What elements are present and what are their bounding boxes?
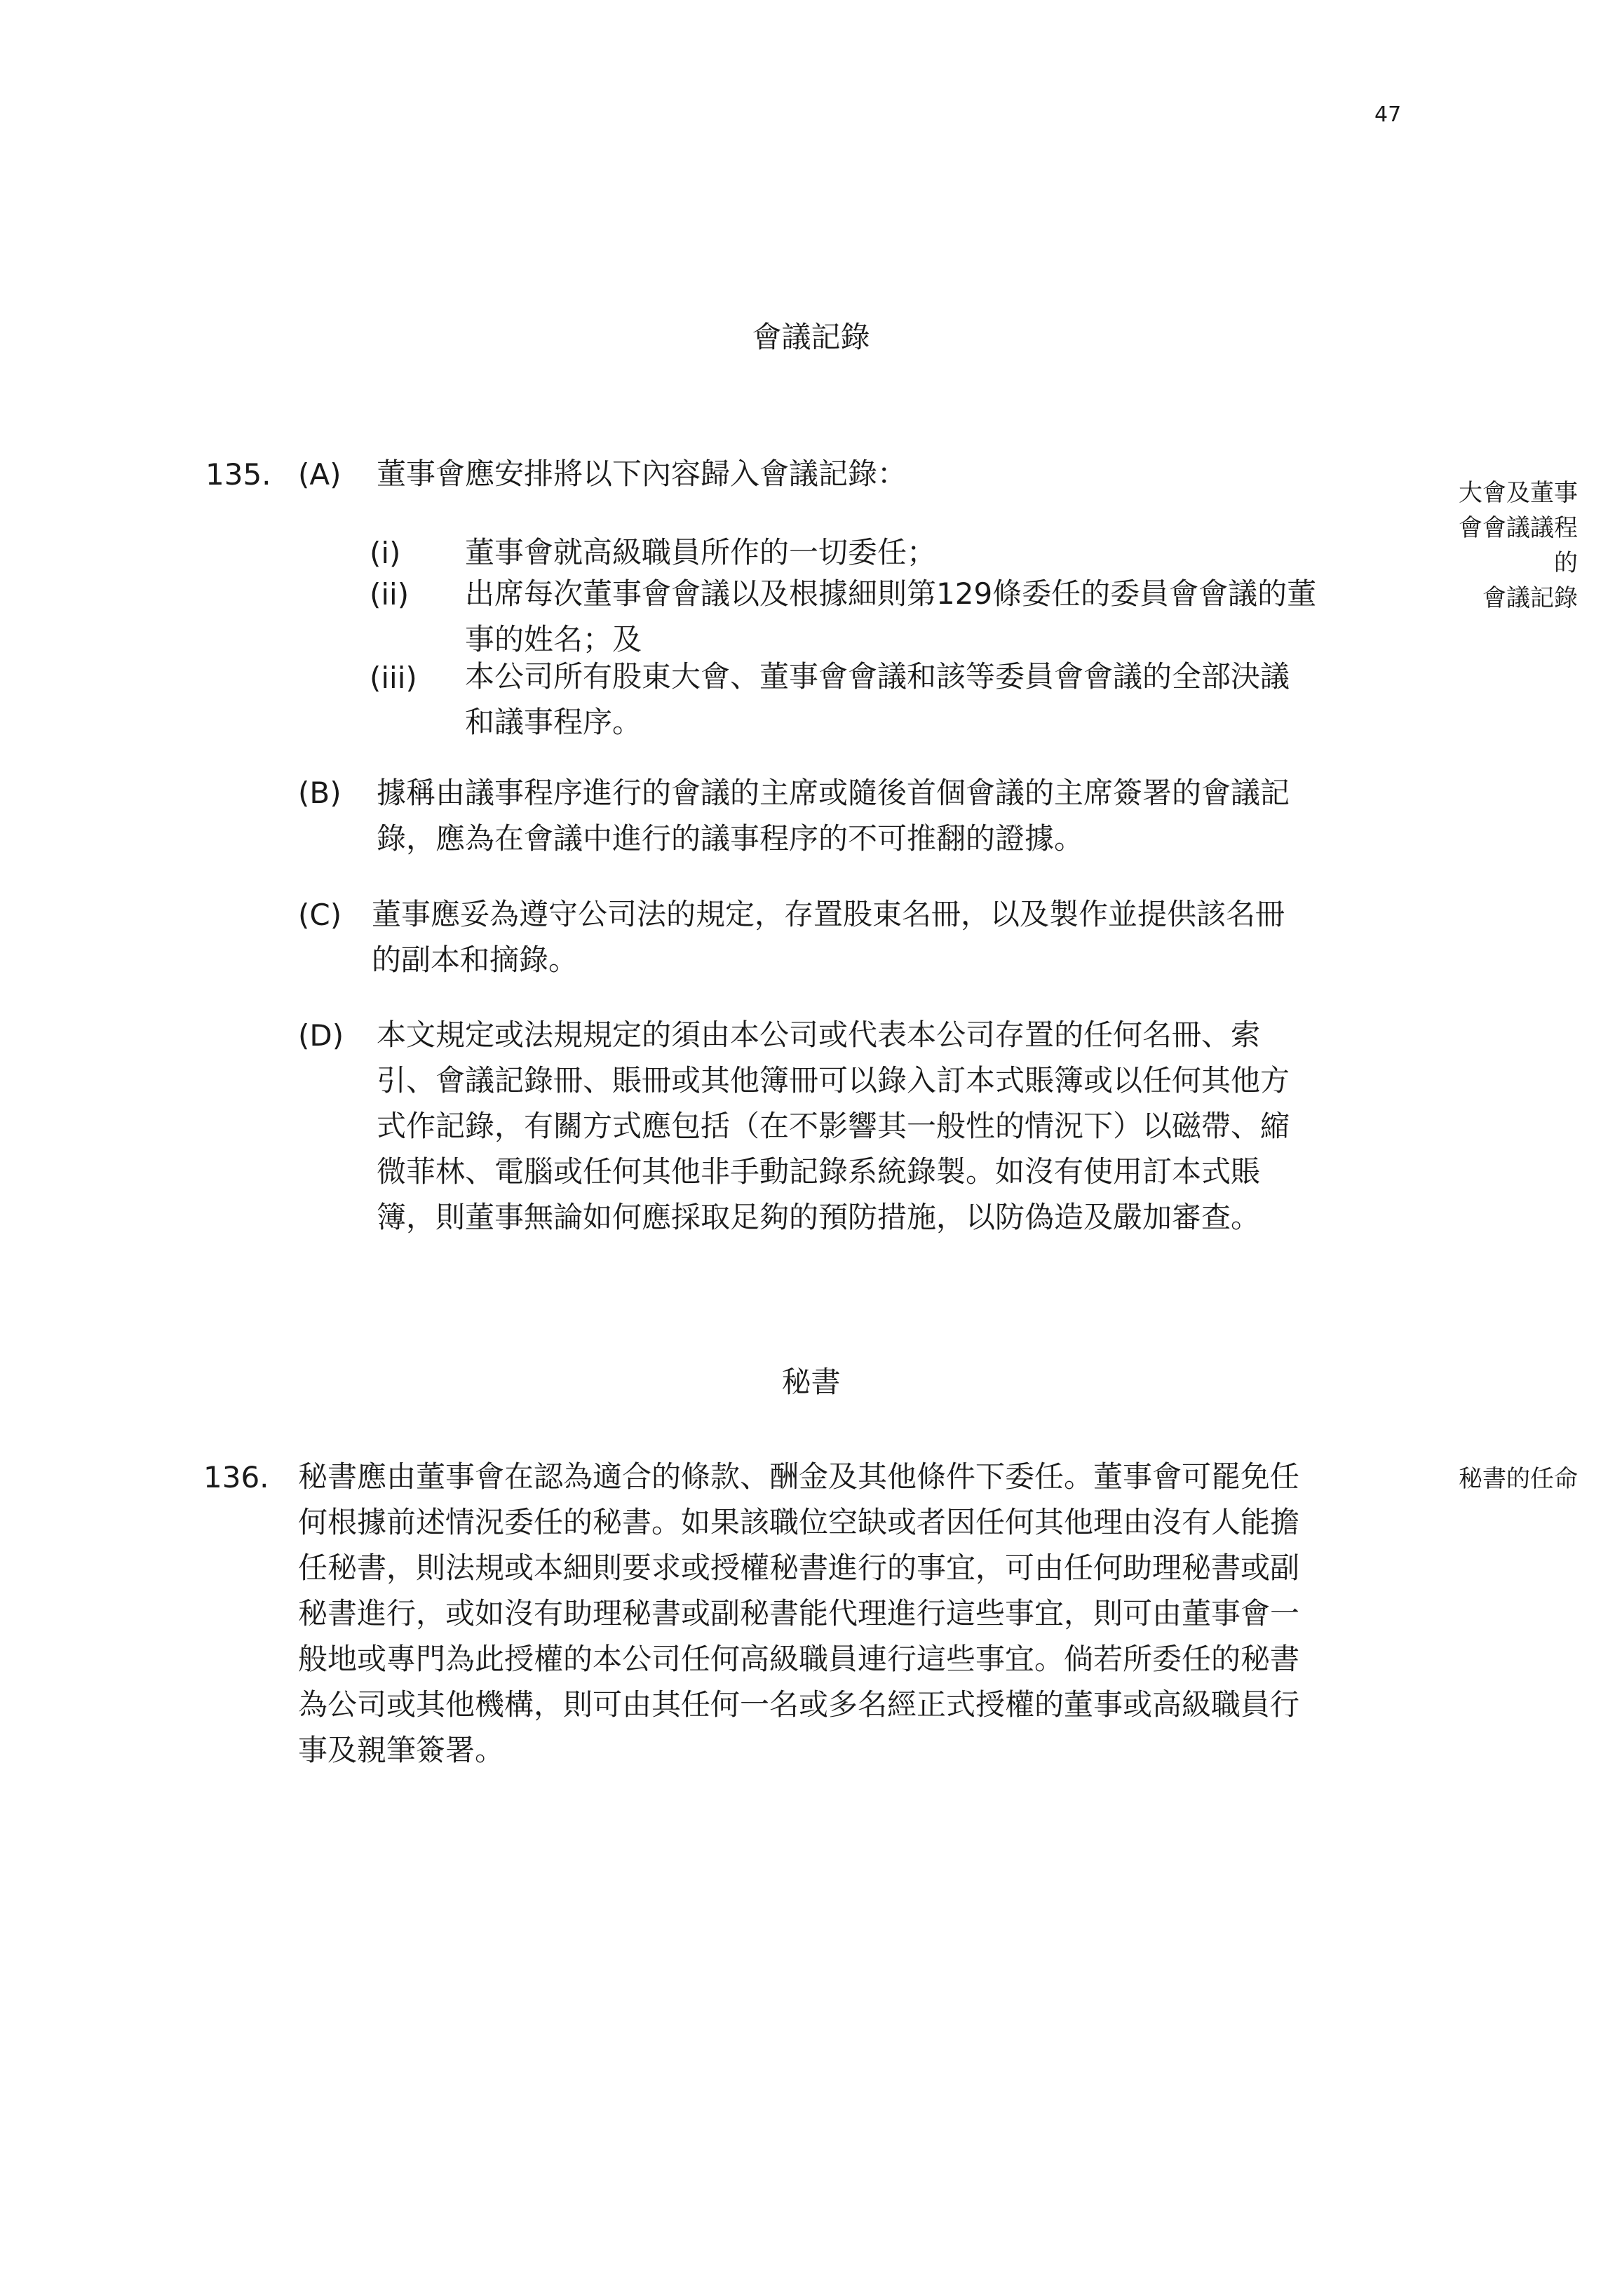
- side-note-line: 會議記錄: [1482, 584, 1578, 612]
- text-line: 出席每次董事會會議以及根據細則第129條委任的委員會會議的董: [465, 576, 1317, 611]
- text-line: 董事應妥為遵守公司法的規定，存置股東名冊，以及製作並提供該名冊: [372, 897, 1285, 931]
- clause-d-text: [377, 1012, 1386, 1240]
- text-line: 錄，應為在會議中進行的議事程序的不可推翻的證據。: [377, 821, 1084, 856]
- article-number-135: 135.: [205, 457, 271, 492]
- clause-label-d: (D): [298, 1018, 344, 1053]
- item-iii-text: [465, 654, 1384, 745]
- item-label-ii: (ii): [370, 577, 410, 612]
- text-line: 引、會議記錄冊、賬冊或其他簿冊可以錄入訂本式賬簿或以任何其他方: [377, 1063, 1290, 1098]
- clause-label-b: (B): [298, 776, 342, 810]
- article-number-136: 136.: [203, 1460, 269, 1494]
- side-note-line: 秘書的任命: [1459, 1465, 1578, 1493]
- clause-label-a: (A): [298, 457, 342, 492]
- text-line: 的副本和摘錄。: [372, 943, 579, 977]
- side-note-minutes: [1395, 475, 1578, 616]
- side-note-line: 會會議議程: [1459, 514, 1578, 542]
- text-line: 秘書應由董事會在認為適合的條款、酬金及其他條件下委任。董事會可罷免任: [298, 1459, 1300, 1494]
- item-i-text: [465, 529, 1384, 575]
- text-line: 據稱由議事程序進行的會議的主席或隨後首個會議的主席簽署的會議記: [377, 776, 1290, 810]
- text-line: 秘書進行，或如沒有助理秘書或副秘書能代理進行這些事宜，則可由董事會一: [298, 1596, 1300, 1630]
- section-heading-minutes: 會議記錄: [752, 320, 870, 354]
- clause-c-text: [372, 891, 1381, 982]
- side-note-line: 的: [1554, 549, 1578, 577]
- text-line: 事的姓名；及: [465, 622, 642, 656]
- item-label-iii: (iii): [370, 661, 417, 695]
- text-line: 般地或專門為此授權的本公司任何高級職員連行這些事宜。倘若所委任的秘書: [298, 1642, 1300, 1676]
- clause-label-c: (C): [298, 898, 342, 932]
- clause-a-text: 董事會應安排將以下內容歸入會議記錄：: [377, 457, 907, 491]
- text-line: 為公司或其他機構，則可由其任何一名或多名經正式授權的董事或高級職員行: [298, 1687, 1300, 1722]
- text-line: 何根據前述情況委任的秘書。如果該職位空缺或者因任何其他理由沒有人能擔: [298, 1505, 1300, 1539]
- text-line: 微菲林、電腦或任何其他非手動記錄系統錄製。如沒有使用訂本式賬: [377, 1154, 1261, 1189]
- text-line: 董事會就高級職員所作的一切委任；: [465, 535, 937, 569]
- text-line: 本公司所有股東大會、董事會會議和該等委員會會議的全部決議: [465, 659, 1290, 694]
- section-heading-secretary: 秘書: [781, 1365, 841, 1399]
- text-line: 和議事程序。: [465, 705, 642, 739]
- article-136-text: [298, 1454, 1480, 1773]
- text-line: 事及親筆簽署。: [298, 1733, 505, 1767]
- clause-b-text: [377, 770, 1386, 861]
- page-number: 47: [1374, 102, 1402, 127]
- text-line: 本文規定或法規規定的須由本公司或代表本公司存置的任何名冊、索: [377, 1018, 1261, 1052]
- item-ii-text: [465, 571, 1384, 662]
- text-line: 簿，則董事無論如何應採取足夠的預防措施，以防偽造及嚴加審查。: [377, 1200, 1261, 1234]
- text-line: 任秘書，則法規或本細則要求或授權秘書進行的事宜，可由任何助理秘書或副: [298, 1551, 1300, 1585]
- text-line: 式作記錄，有關方式應包括（在不影響其一般性的情況下）以磁帶、縮: [377, 1109, 1290, 1143]
- item-label-i: (i): [370, 536, 401, 570]
- side-note-line: 大會及董事: [1459, 479, 1578, 507]
